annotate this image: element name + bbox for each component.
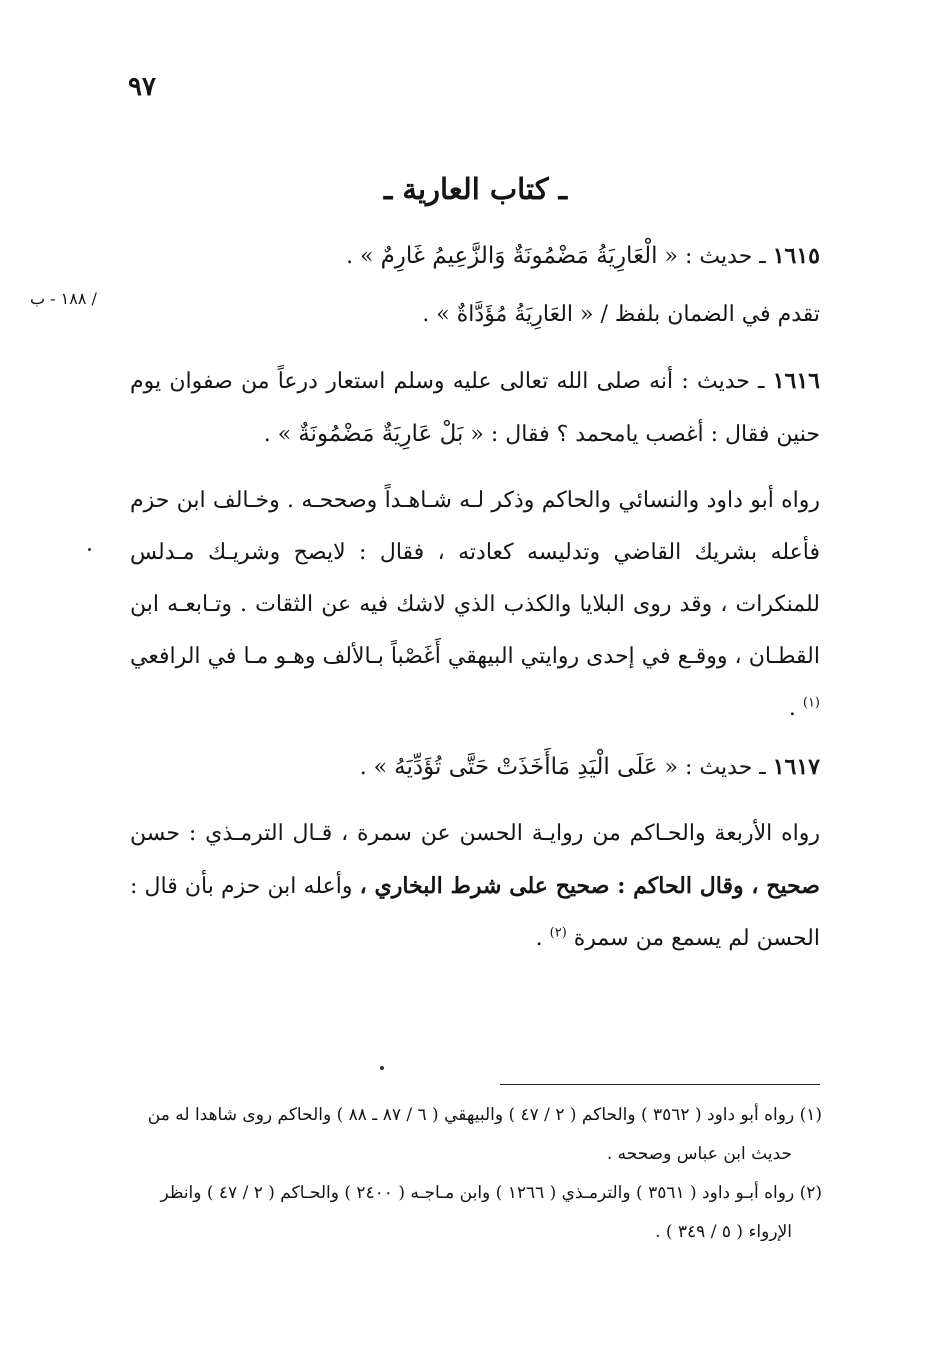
hadith-label: ـ حديث : « xyxy=(657,244,766,269)
margin-note: / ١٨٨ - ب xyxy=(30,289,97,308)
commentary-end: . xyxy=(788,696,803,721)
commentary-paragraph xyxy=(130,475,820,735)
commentary-text: رواه أبو داود والنسائي والحاكم وذكر لـه شـاهـداً وصححـه . وخـالف ابن حزم فأعله بشريك القاضي وتدليسه كعادته ، فقال : لايصح وشريـك مـدلس للمنكرات ، وقد روى البلايا والكذب الذي لاشك فيه عن الثقات . وتـابعـه ابن القطـان ، ووقـع في إحدى روايتي البيهقي أَغَصْباً بـالألف وهـو مـا في الرافعي xyxy=(130,488,820,669)
hadith-end: » . xyxy=(346,244,381,269)
commentary-text: رواه الأربعة والحـاكم من روايـة الحسن عن سمرة ، قـال الترمـذي : حسن xyxy=(130,821,820,846)
footnote-separator xyxy=(500,1084,820,1085)
footnote-line: (٢) رواه أبـو داود ( ٣٥٦١ ) والترمـذي ( ١٢٦٦ ) وابن مـاجـه ( ٢٤٠٠ ) والحـاكم ( ٢ / ٤٧ ) وانظر xyxy=(160,1183,822,1203)
footnote-line: (١) رواه أبو داود ( ٣٥٦٢ ) والحاكم ( ٢ / ٤٧ ) والبيهقي ( ٦ / ٨٧ ـ ٨٨ ) والحاكم روى شاهدا له من xyxy=(147,1105,822,1125)
chapter-title: ـ كتاب العارية ـ xyxy=(383,172,568,206)
hadith-end: » . xyxy=(359,755,395,780)
footnote-ref: (٢) xyxy=(549,925,567,941)
commentary-paragraph xyxy=(130,808,820,965)
hadith-quote: عَلَى الْيَدِ مَاأَخَذَتْ حَتَّى تُؤَدِّيَهُ xyxy=(394,754,658,780)
hadith-quote: بَلْ عَارِيَةٌ مَضْمُونَةٌ xyxy=(298,421,464,447)
commentary-bold-text: صحيح ، وقال الحاكم : صحيح على شرط البخاري ، xyxy=(359,873,820,899)
hadith-number: ١٦١٧ xyxy=(772,754,820,780)
hadith-entry-1615 xyxy=(130,230,820,283)
hadith-label: ـ حديث : أنه صلى الله تعالى عليه وسلم استعار درعاً من صفوان يوم حنين فقال : أغصب يامحمد ؟ فقال : « xyxy=(130,369,820,447)
footnote-2-continuation: الإرواء ( ٥ / ٣٤٩ ) . xyxy=(655,1222,792,1242)
commentary-end: . xyxy=(535,926,550,951)
hadith-entry-1617 xyxy=(130,741,820,794)
footnote-1 xyxy=(128,1096,822,1135)
footnote-2 xyxy=(128,1174,822,1213)
footnote-1-continuation: حديث ابن عباس وصححه . xyxy=(606,1144,792,1164)
commentary-paragraph: تقدم في الضمان بلفظ / « العَارِيَةُ مُؤَدَّاةٌ » . xyxy=(422,302,820,327)
hadith-number: ١٦١٥ xyxy=(772,243,820,269)
main-text xyxy=(130,230,820,965)
footnote-ref: (١) xyxy=(802,695,820,711)
hadith-entry-1616 xyxy=(130,355,820,461)
footnotes xyxy=(128,1096,822,1252)
stray-dot xyxy=(380,1066,384,1070)
hadith-end: » . xyxy=(263,422,299,447)
hadith-quote: الْعَارِيَةُ مَضْمُونَةٌ وَالزَّعِيمُ غَارِمٌ xyxy=(380,243,658,269)
stray-dot xyxy=(88,548,91,551)
page-number: ٩٧ xyxy=(128,72,156,102)
hadith-number: ١٦١٦ xyxy=(772,368,820,394)
hadith-label: ـ حديث : « xyxy=(657,755,766,780)
commentary-text: وأعله ابن حزم بأن قال : الحسن لم يسمع من سمرة xyxy=(130,874,820,951)
